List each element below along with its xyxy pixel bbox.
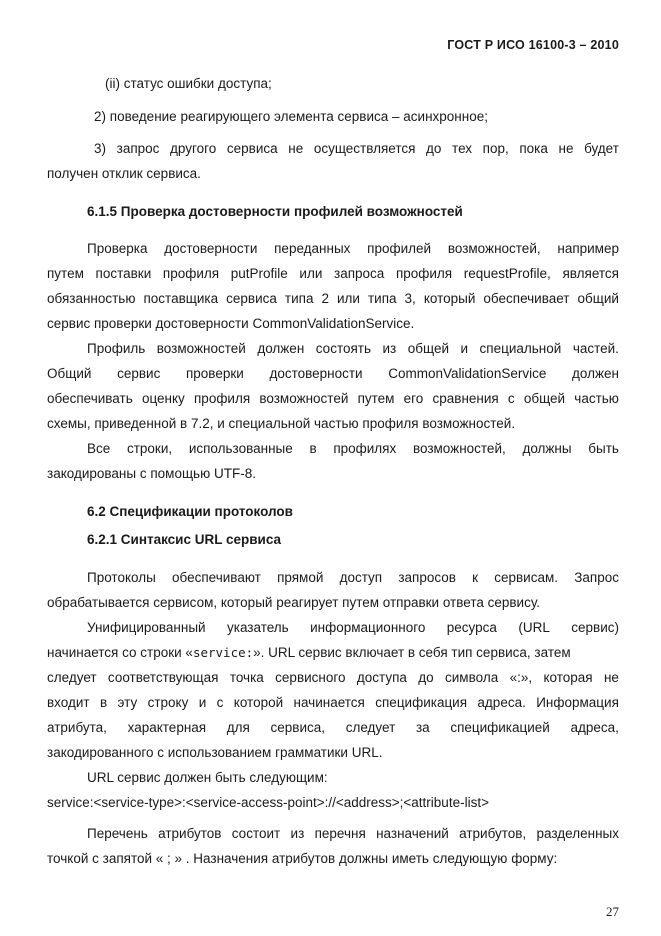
word: путем — [47, 266, 84, 281]
word: путем — [357, 391, 395, 406]
word: и — [460, 341, 469, 356]
word: сервиса — [226, 141, 278, 156]
word: проверки — [185, 366, 244, 381]
word: requestProfile, — [463, 266, 551, 281]
word: putProfile — [230, 266, 288, 281]
word: сервиса — [226, 291, 277, 306]
paragraph-line — [47, 440, 619, 458]
paragraph-line — [47, 694, 619, 712]
word: для — [226, 720, 250, 735]
word: сравнения — [432, 391, 499, 406]
word: в — [309, 441, 317, 456]
word: общей — [407, 341, 449, 356]
paragraph-line — [47, 569, 619, 587]
word: разделенных — [536, 826, 619, 841]
word: является — [562, 266, 619, 281]
word: спецификация — [375, 695, 468, 710]
word: Все — [87, 441, 111, 456]
word: сервиса, — [270, 720, 326, 735]
word: обеспечивает — [483, 291, 570, 306]
word: возможностей, — [447, 241, 541, 256]
word: возможностей, — [412, 441, 506, 456]
word: до — [426, 141, 442, 156]
word: профиля — [162, 266, 220, 281]
word: поставки — [95, 266, 152, 281]
word: указатель — [227, 620, 289, 635]
word: должны — [522, 441, 572, 456]
paragraph-line — [47, 265, 619, 283]
word: CommonValidationService — [388, 366, 547, 381]
word: атрибутов, — [459, 826, 527, 841]
word: Профиль — [87, 341, 146, 356]
word: его — [403, 391, 424, 406]
word: спецификацией — [450, 720, 550, 735]
word: не — [558, 141, 574, 156]
word: пор, — [482, 141, 509, 156]
word: не — [603, 670, 619, 685]
word: атрибута, — [47, 720, 107, 735]
word: к — [472, 570, 479, 585]
word: атрибутов — [158, 826, 222, 841]
word: обеспечивают — [172, 570, 261, 585]
word: профилях — [333, 441, 397, 456]
word: из — [382, 341, 397, 356]
word: адреса, — [570, 720, 619, 735]
word: осуществляется — [313, 141, 416, 156]
word: Запрос — [574, 570, 619, 585]
word: обеспечивать — [47, 391, 133, 406]
word: будет — [584, 141, 619, 156]
word: должен — [257, 341, 305, 356]
word: например — [557, 241, 619, 256]
word: и — [198, 695, 207, 710]
word: общей — [523, 391, 566, 406]
page-header: ГОСТ Р ИСО 16100-3 – 2010 — [447, 38, 619, 52]
word: Протоколы — [87, 570, 156, 585]
word: 2 — [321, 291, 329, 306]
code-run: service: — [192, 645, 254, 660]
word: назначений — [376, 826, 449, 841]
word: который — [423, 291, 476, 306]
word: Общий — [47, 366, 92, 381]
word: или — [337, 291, 360, 306]
word: возможностей — [259, 391, 349, 406]
word: состоять — [315, 341, 372, 356]
word: специальной — [479, 341, 562, 356]
word: доступ — [339, 570, 383, 585]
word: (URL — [518, 620, 550, 635]
word: профиля — [395, 266, 453, 281]
word: за — [415, 720, 430, 735]
word: профиля — [194, 391, 251, 406]
word: типа — [284, 291, 314, 306]
word: адреса. — [477, 695, 526, 710]
word: характерная — [127, 720, 207, 735]
word: доступа — [356, 670, 407, 685]
word: которая — [543, 670, 593, 685]
word: типа — [367, 291, 397, 306]
word: из — [290, 826, 305, 841]
paragraph-line: обрабатывается сервисом, который реагирует путем отправки ответа сервису. — [47, 595, 540, 610]
word: переданных — [274, 241, 351, 256]
paragraph-line: схемы, приведенной в 7.2, и специальной частью профиля возможностей. — [47, 416, 516, 431]
word: частей. — [572, 341, 619, 356]
word: не — [288, 141, 304, 156]
section-heading-6-2-1: 6.2.1 Синтаксис URL сервиса — [87, 532, 282, 547]
word: строки, — [126, 441, 173, 456]
word: должен — [572, 366, 619, 381]
word: эту — [117, 695, 138, 710]
paragraph-line — [47, 365, 619, 383]
paragraph-line: закодированного с использованием грамматики URL. — [47, 745, 383, 760]
list-item-2: 2) поведение реагирующего элемента сервиса – асинхронное; — [94, 109, 488, 124]
word: быть — [588, 441, 619, 456]
paragraph-line — [47, 669, 619, 687]
word: точка — [229, 670, 264, 685]
text-run: начинается со строки « — [47, 645, 193, 660]
list-item-3-cont: получен отклик сервиса. — [47, 166, 201, 181]
word: тех — [452, 141, 473, 156]
word: состоит — [231, 826, 281, 841]
word: возможностей — [156, 341, 246, 356]
paragraph-line: URL сервис должен быть следующим: — [87, 770, 328, 785]
word: обязанностью — [47, 291, 136, 306]
url-syntax: service:<service-type>:<service-access-point>://<address>;<attribute-list> — [47, 795, 489, 810]
word: поставщика — [143, 291, 219, 306]
word: перечня — [314, 826, 366, 841]
section-heading-6-2: 6.2 Спецификации протоколов — [87, 504, 293, 519]
paragraph-line — [47, 644, 619, 662]
word: сервис — [117, 366, 161, 381]
word: Унифицированный — [87, 620, 206, 635]
word: следует — [47, 670, 97, 685]
page-number: 27 — [606, 904, 619, 919]
word: до — [418, 670, 434, 685]
word: запроса — [334, 266, 385, 281]
word: сервисам. — [494, 570, 559, 585]
word: запросов — [398, 570, 456, 585]
paragraph-line — [47, 825, 619, 843]
word: соответствующая — [107, 670, 219, 685]
paragraph-line: закодированы с помощью UTF-8. — [47, 466, 256, 481]
text-run: ». URL сервис включает в себя тип сервиса, затем — [253, 645, 571, 660]
word: 3, — [404, 291, 416, 306]
word: использованные — [188, 441, 293, 456]
word: начинается — [293, 695, 365, 710]
word: «:», — [509, 670, 533, 685]
word: Информация — [536, 695, 619, 710]
section-heading-6-1-5: 6.1.5 Проверка достоверности профилей возможностей — [87, 204, 463, 219]
paragraph-line — [47, 290, 619, 308]
word: сервисного — [275, 670, 346, 685]
word: достоверности — [269, 366, 363, 381]
paragraph-line — [47, 340, 619, 358]
word: информационного — [310, 620, 426, 635]
word: прямой — [277, 570, 324, 585]
word: Перечень — [87, 826, 148, 841]
list-item-3 — [47, 140, 619, 158]
list-item-ii: (ii) статус ошибки доступа; — [105, 76, 272, 91]
word: пока — [519, 141, 548, 156]
word: достоверности — [164, 241, 258, 256]
word: символа — [445, 670, 499, 685]
word: Проверка — [87, 241, 148, 256]
word: сервис) — [571, 620, 619, 635]
paragraph-line — [47, 719, 619, 737]
paragraph-line — [47, 619, 619, 637]
word: строку — [147, 695, 189, 710]
paragraph-line — [47, 240, 619, 258]
paragraph-line — [47, 390, 619, 408]
word: 3) — [94, 141, 107, 156]
word: следует — [345, 720, 396, 735]
paragraph-line: сервис проверки достоверности CommonValidationService. — [47, 316, 415, 331]
word: входит — [47, 695, 90, 710]
word: запрос — [116, 141, 160, 156]
word: общий — [577, 291, 619, 306]
paragraph-line: точкой с запятой « ; » . Назначения атрибутов должны иметь следующую форму: — [47, 851, 558, 866]
word: которой — [233, 695, 284, 710]
word: частью — [574, 391, 619, 406]
word: или — [299, 266, 323, 281]
word: оценку — [141, 391, 185, 406]
word: с — [507, 391, 515, 406]
word: другого — [170, 141, 217, 156]
word: ресурса — [446, 620, 497, 635]
word: профилей — [367, 241, 432, 256]
word: в — [99, 695, 108, 710]
word: с — [216, 695, 224, 710]
